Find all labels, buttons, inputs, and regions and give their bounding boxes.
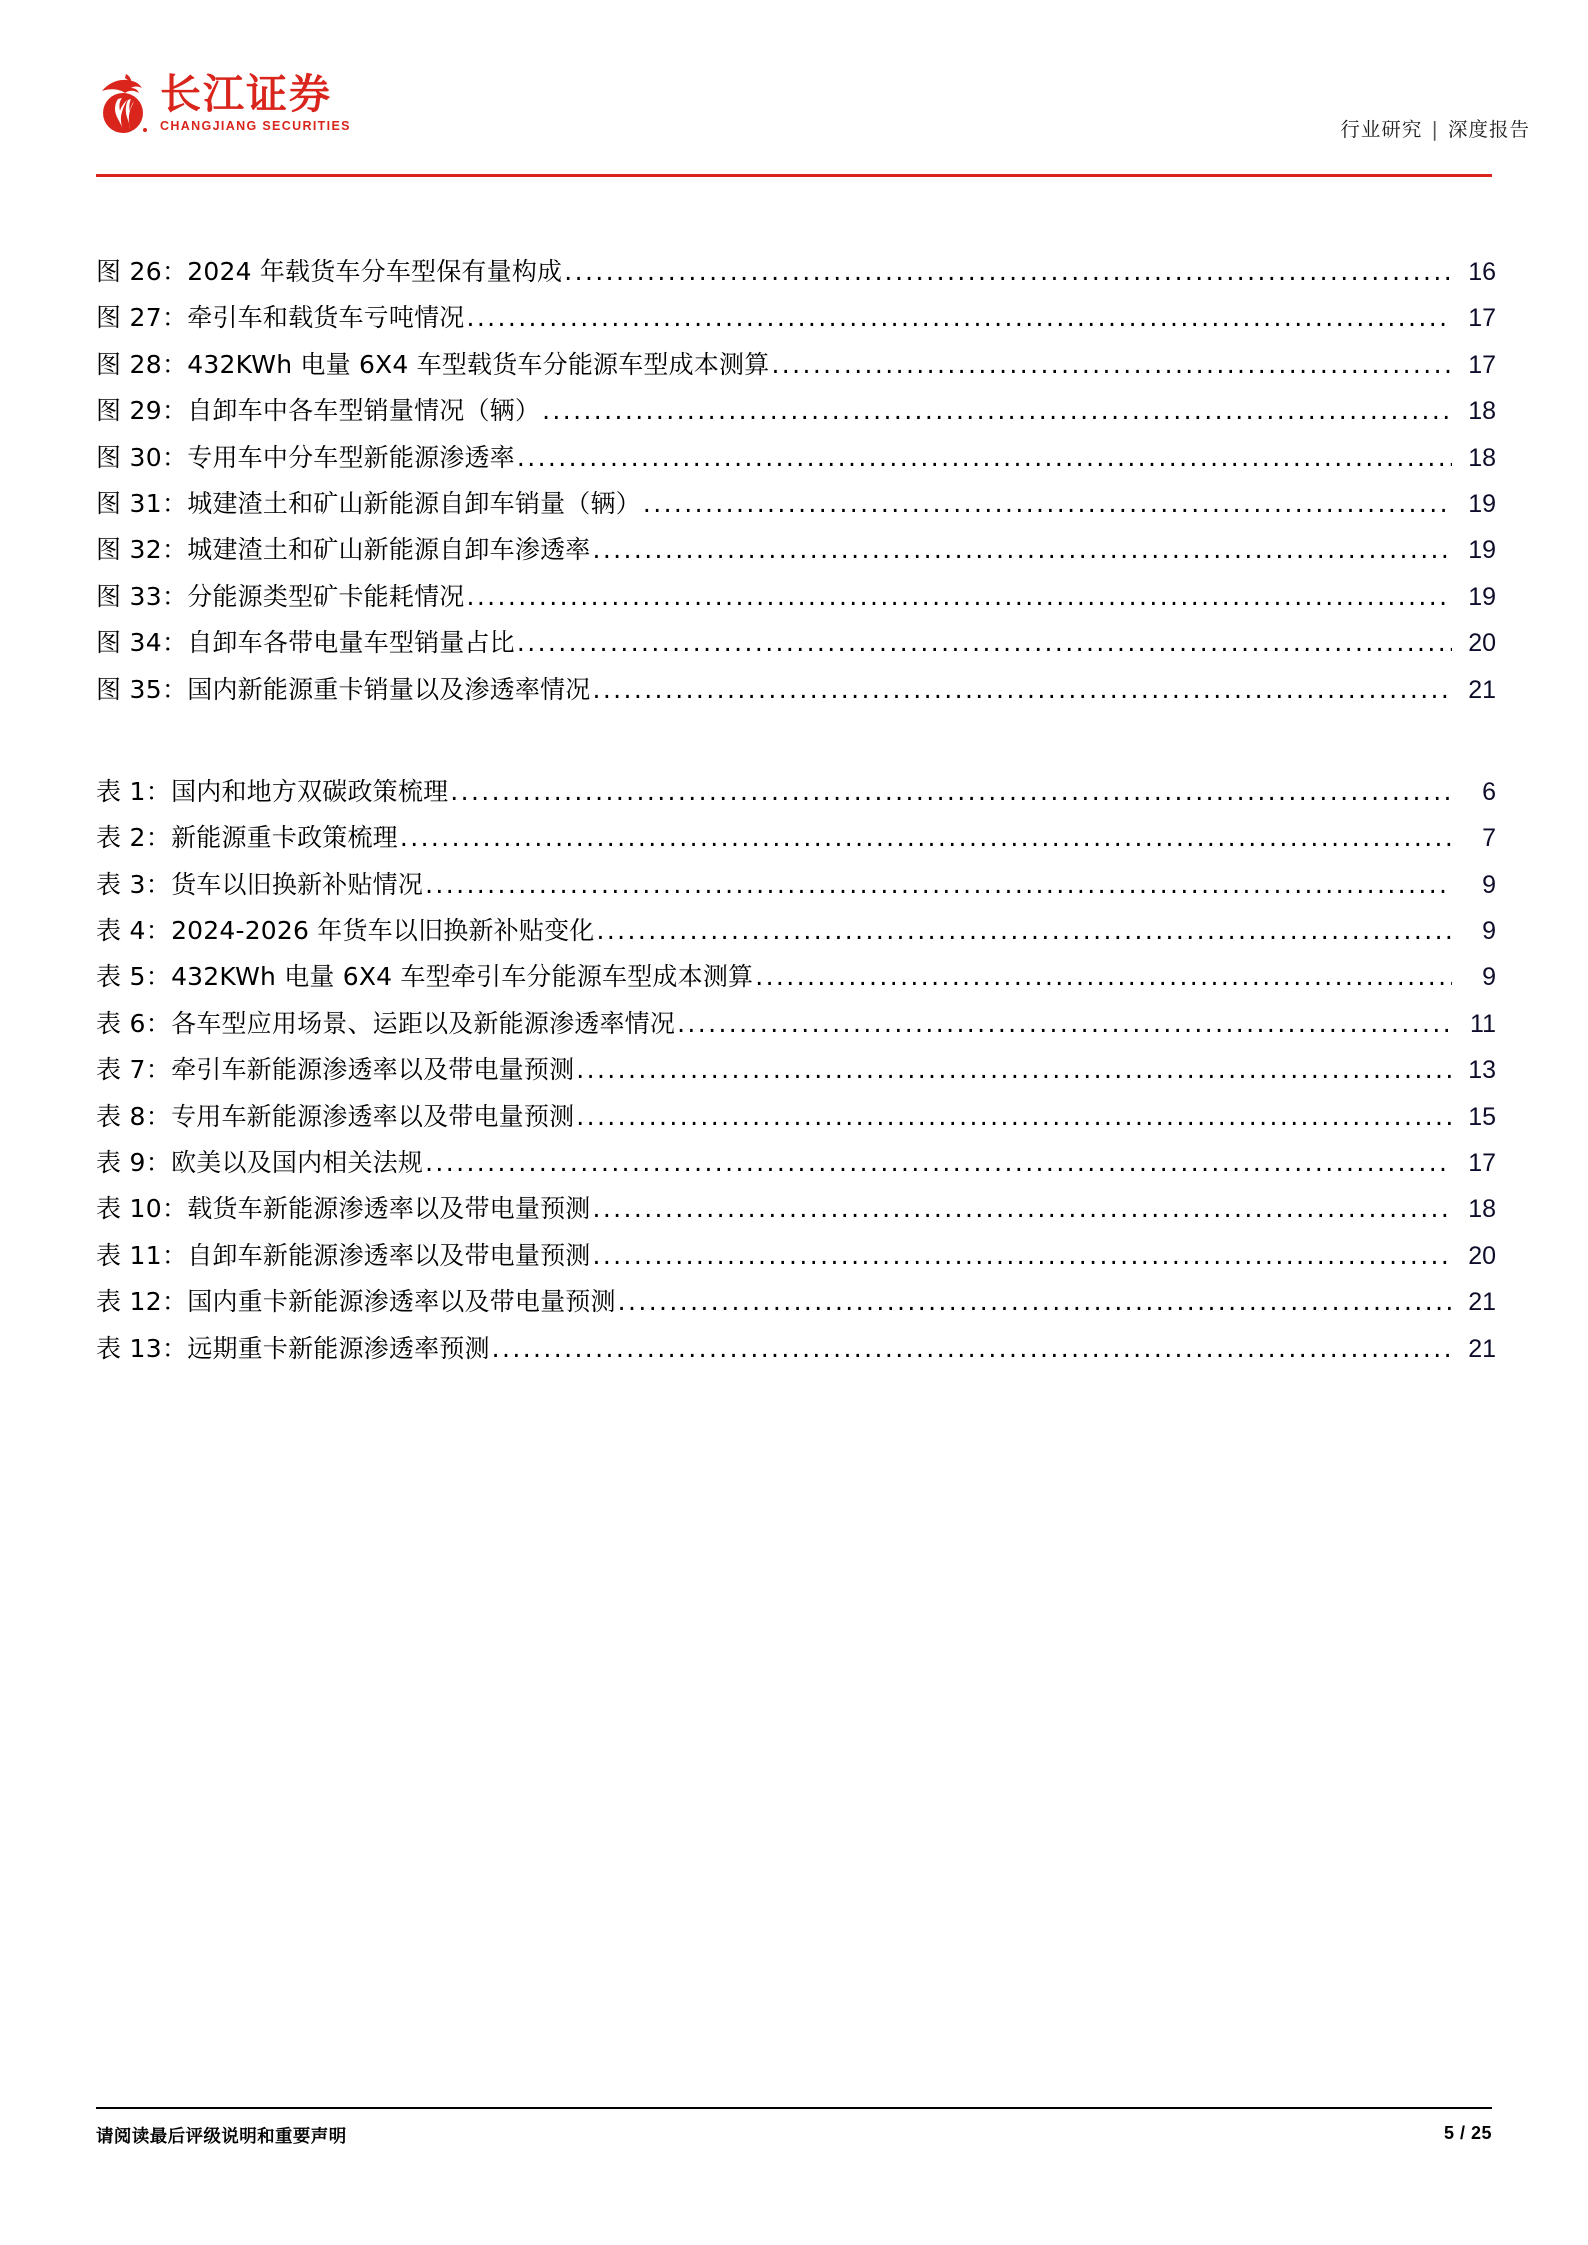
footer-disclaimer: 请阅读最后评级说明和重要声明	[96, 2127, 347, 2147]
figure-entry-title: 分能源类型矿卡能耗情况	[187, 581, 465, 611]
leader-dots	[643, 489, 1452, 514]
figure-entry-title: 城建渣土和矿山新能源自卸车渗透率	[187, 535, 591, 565]
table-entry-title: 远期重卡新能源渗透率预测	[187, 1333, 490, 1363]
table-entry-page-number: 15	[1468, 1102, 1496, 1131]
table-entry-label: 表 8：	[96, 1101, 172, 1131]
figure-entry[interactable]	[96, 484, 1496, 530]
table-entry-label: 表 5：	[96, 962, 172, 992]
leader-dots	[400, 823, 1452, 848]
figure-entry-page-number: 17	[1468, 304, 1496, 333]
leader-dots	[596, 916, 1452, 941]
table-entry-label: 表 2：	[96, 823, 172, 853]
table-entry-title: 432KWh 电量 6X4 车型牵引车分能源车型成本测算	[171, 962, 754, 992]
header-category: 行业研究	[1340, 118, 1423, 141]
leader-dots	[466, 303, 1452, 328]
leader-dots	[564, 257, 1452, 282]
footer-divider	[96, 2107, 1492, 2109]
table-entry-label: 表 6：	[96, 1008, 172, 1038]
header-report-type: 深度报告	[1447, 118, 1530, 141]
leader-dots	[542, 396, 1452, 421]
changjiang-dragon-logo-icon	[96, 72, 150, 134]
page-footer	[96, 2107, 1492, 2153]
table-entry[interactable]	[96, 1236, 1496, 1282]
brand-text	[160, 69, 351, 135]
header-separator: |	[1431, 118, 1439, 141]
table-entry-label: 表 4：	[96, 916, 172, 946]
figure-entry-page-number: 18	[1468, 443, 1496, 472]
figure-entry-label: 图 27：	[96, 303, 188, 333]
figure-entry-page-number: 19	[1468, 489, 1496, 518]
table-entry-label: 表 9：	[96, 1148, 172, 1178]
figure-entry[interactable]	[96, 391, 1496, 437]
figure-entry-title: 2024 年载货车分车型保有量构成	[187, 257, 563, 286]
figure-entry[interactable]	[96, 623, 1496, 669]
leader-dots	[517, 628, 1452, 653]
figure-entry-label: 图 30：	[96, 442, 188, 472]
leader-dots	[618, 1287, 1452, 1312]
table-entry[interactable]	[96, 818, 1496, 864]
table-entry-title: 国内和地方双碳政策梳理	[171, 776, 449, 806]
table-entry-title: 货车以旧换新补贴情况	[171, 869, 424, 899]
table-entry-title: 载货车新能源渗透率以及带电量预测	[187, 1194, 591, 1224]
table-list	[96, 772, 1496, 1375]
leader-dots	[576, 1102, 1452, 1127]
figure-entry-label: 图 28：	[96, 349, 188, 379]
figure-entry-label: 图 33：	[96, 581, 188, 611]
table-entry[interactable]	[96, 1282, 1496, 1328]
table-entry[interactable]	[96, 1189, 1496, 1235]
table-entry[interactable]	[96, 911, 1496, 957]
table-entry-page-number: 9	[1482, 963, 1496, 992]
figure-entry-label: 图 32：	[96, 535, 188, 565]
brand-logo	[96, 69, 351, 134]
header-divider	[96, 174, 1492, 177]
table-entry-page-number: 13	[1468, 1056, 1496, 1085]
figure-entry-title: 国内新能源重卡销量以及渗透率情况	[187, 674, 591, 704]
figure-entry-title: 专用车中分车型新能源渗透率	[187, 442, 515, 472]
table-entry-label: 表 12：	[96, 1287, 188, 1317]
figure-entry-page-number: 20	[1468, 629, 1496, 658]
figure-entry-page-number: 16	[1468, 258, 1496, 286]
table-entry[interactable]	[96, 1050, 1496, 1096]
table-entry-page-number: 6	[1482, 777, 1496, 806]
figure-entry-page-number: 21	[1468, 675, 1496, 704]
table-entry-title: 2024-2026 年货车以旧换新补贴变化	[171, 916, 595, 946]
figure-entry-title: 自卸车中各车型销量情况（辆）	[187, 396, 541, 426]
leader-dots	[466, 582, 1452, 607]
figure-entry-label: 图 35：	[96, 674, 188, 704]
table-entry-label: 表 10：	[96, 1194, 188, 1224]
table-entry-label: 表 3：	[96, 869, 172, 899]
table-entry[interactable]	[96, 1004, 1496, 1050]
table-entry-page-number: 17	[1468, 1149, 1496, 1178]
table-entry-title: 新能源重卡政策梳理	[171, 823, 398, 853]
table-entry[interactable]	[96, 772, 1496, 818]
table-entry-title: 国内重卡新能源渗透率以及带电量预测	[187, 1287, 616, 1317]
brand-name-english: CHANGJIANG SECURITIES	[160, 118, 351, 133]
figure-entry-label: 图 31：	[96, 488, 188, 518]
figure-entry[interactable]	[96, 670, 1496, 716]
figure-entry[interactable]	[96, 530, 1496, 576]
leader-dots	[492, 1334, 1452, 1359]
table-entry-page-number: 21	[1468, 1288, 1496, 1317]
figure-entry-label: 图 34：	[96, 628, 188, 658]
figure-entry[interactable]	[96, 577, 1496, 623]
table-entry-label: 表 13：	[96, 1333, 188, 1363]
footer-page-indicator: 5 / 25	[1443, 2123, 1492, 2143]
figure-entry-label: 图 26：	[96, 257, 188, 286]
table-entry[interactable]	[96, 865, 1496, 911]
header-report-meta	[1340, 114, 1530, 142]
table-entry-page-number: 11	[1470, 1009, 1496, 1038]
table-entry-page-number: 7	[1482, 824, 1496, 853]
table-entry-page-number: 20	[1468, 1241, 1496, 1270]
figure-entry[interactable]	[96, 252, 1496, 298]
leader-dots	[592, 1241, 1452, 1266]
leader-dots	[450, 777, 1452, 802]
figure-entry-page-number: 17	[1468, 350, 1496, 379]
table-entry-title: 牵引车新能源渗透率以及带电量预测	[171, 1055, 575, 1085]
page-header	[0, 0, 1588, 178]
table-entry-label: 表 7：	[96, 1055, 172, 1085]
leader-dots	[592, 675, 1452, 700]
figure-entry-title: 牵引车和载货车亏吨情况	[187, 303, 465, 333]
table-entry-title: 各车型应用场景、运距以及新能源渗透率情况	[171, 1008, 676, 1038]
table-entry-page-number: 9	[1482, 917, 1496, 946]
leader-dots	[425, 870, 1452, 895]
table-entry[interactable]	[96, 957, 1496, 1003]
table-entry[interactable]	[96, 1143, 1496, 1189]
brand-name-chinese: 长江证券	[160, 69, 332, 118]
figure-entry-label: 图 29：	[96, 396, 188, 426]
table-entry-title: 自卸车新能源渗透率以及带电量预测	[187, 1240, 591, 1270]
figure-entry[interactable]	[96, 345, 1496, 391]
table-entry-label: 表 11：	[96, 1240, 188, 1270]
table-entry[interactable]	[96, 1329, 1496, 1375]
table-entry-page-number: 9	[1482, 870, 1496, 899]
leader-dots	[755, 962, 1452, 987]
table-entry-title: 专用车新能源渗透率以及带电量预测	[171, 1101, 575, 1131]
leader-dots	[592, 1194, 1452, 1219]
leader-dots	[592, 535, 1452, 560]
table-entry-title: 欧美以及国内相关法规	[171, 1148, 424, 1178]
figure-entry[interactable]	[96, 438, 1496, 484]
figure-entry-title: 自卸车各带电量车型销量占比	[187, 628, 515, 658]
table-entry[interactable]	[96, 1097, 1496, 1143]
table-entry-page-number: 18	[1468, 1195, 1496, 1224]
figure-entry-page-number: 19	[1468, 536, 1496, 565]
table-entry-label: 表 1：	[96, 776, 172, 806]
leader-dots	[425, 1148, 1452, 1173]
table-of-contents	[96, 252, 1496, 1375]
leader-dots	[771, 350, 1452, 375]
figure-entry-title: 城建渣土和矿山新能源自卸车销量（辆）	[187, 488, 641, 518]
figure-entry-page-number: 19	[1468, 582, 1496, 611]
leader-dots	[677, 1009, 1452, 1034]
leader-dots	[517, 443, 1452, 468]
figure-entry-title: 432KWh 电量 6X4 车型载货车分能源车型成本测算	[187, 349, 770, 379]
figure-list	[96, 252, 1496, 716]
figure-entry-page-number: 18	[1468, 397, 1496, 426]
figure-entry[interactable]	[96, 298, 1496, 344]
table-entry-page-number: 21	[1468, 1334, 1496, 1363]
leader-dots	[576, 1055, 1452, 1080]
